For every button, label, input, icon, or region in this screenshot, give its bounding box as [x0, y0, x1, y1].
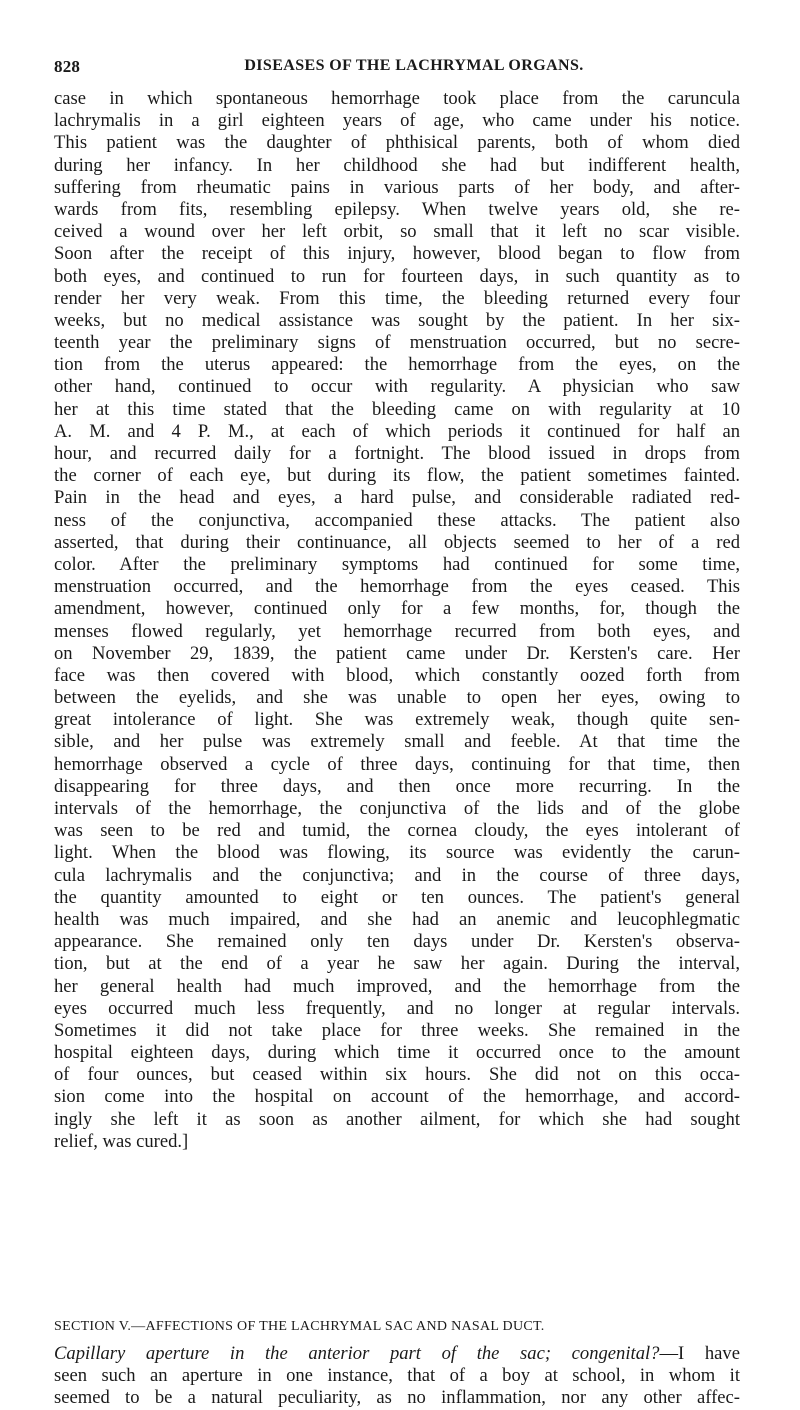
text-line: menses flowed regularly, yet hemorrhage recurred from both eyes, and [54, 620, 740, 642]
text-line: during her infancy. In her childhood she had but indifferent health, [54, 154, 740, 176]
text-line: Soon after the receipt of this injury, however, blood began to flow from [54, 243, 740, 265]
text-line: teenth year the preliminary signs of menstruation occurred, but no secre- [54, 332, 740, 354]
text-line: her at this time stated that the bleeding came on with regularity at 10 [54, 398, 740, 420]
text-line: menstruation occurred, and the hemorrhage from the eyes ceased. This [54, 576, 740, 598]
text-line: intervals of the hemorrhage, the conjunctiva of the lids and of the globe [54, 798, 740, 819]
section-paragraph [54, 1343, 740, 1410]
text-line: both eyes, and continued to run for fourteen days, in such quantity as to [54, 265, 740, 287]
text-line: color. After the preliminary symptoms had continued for some time, [54, 553, 740, 575]
text-line: of four ounces, but ceased within six hours. She did not on this occa- [54, 1064, 740, 1086]
section-line: seen such an aperture in one instance, that of a boy at school, in whom it [54, 1365, 740, 1387]
text-line: appearance. She remained only ten days under Dr. Kersten's observa- [54, 931, 740, 953]
text-line: cula lachrymalis and the conjunctiva; and in the course of three days, [54, 864, 740, 886]
text-line: eyes occurred much less frequently, and no longer at regular intervals. [54, 997, 740, 1019]
page-number: 828 [54, 57, 81, 76]
text-line: ceived a wound over her left orbit, so small that it left no scar visible. [54, 221, 740, 243]
body-paragraph [54, 88, 740, 1153]
section-first-line-rest: —I have [659, 1343, 740, 1364]
text-line: tion, but at the end of a year he saw her again. During the interval, [54, 953, 740, 975]
section-line: seemed to be a natural peculiarity, as no inflammation, nor any other affec- [54, 1387, 740, 1409]
text-line: face was then covered with blood, which constantly oozed forth from [54, 664, 740, 686]
text-line: the corner of each eye, but during its flow, the patient sometimes fainted. [54, 465, 740, 487]
text-line: between the eyelids, and she was unable to open her eyes, owing to [54, 687, 740, 709]
text-line: light. When the blood was flowing, its source was evidently the carun- [54, 842, 740, 864]
text-line: disappearing for three days, and then once more recurring. In the [54, 775, 740, 797]
section-heading: SECTION V.—AFFECTIONS OF THE LACHRYMAL SAC AND NASAL DUCT. [54, 1319, 545, 1334]
text-line: This patient was the daughter of phthisical parents, both of whom died [54, 132, 740, 154]
text-line: other hand, continued to occur with regularity. A physician who saw [54, 376, 740, 398]
text-line: relief, was cured.] [54, 1130, 189, 1152]
text-line: her general health had much improved, and the hemorrhage from the [54, 975, 740, 997]
text-line: A. M. and 4 P. M., at each of which periods it continued for half an [54, 420, 740, 442]
text-line: Sometimes it did not take place for three weeks. She remained in the [54, 1019, 740, 1041]
running-title: DISEASES OF THE LACHRYMAL ORGANS. [244, 57, 584, 74]
text-line: render her very weak. From this time, the bleeding returned every four [54, 287, 740, 309]
text-line: hour, and recurred daily for a fortnight. The blood issued in drops from [54, 443, 740, 464]
section-first-line [54, 1343, 740, 1365]
text-line: weeks, but no medical assistance was sought by the patient. In her six- [54, 309, 740, 331]
text-line: ingly she left it as soon as another ailment, for which she had sought [54, 1108, 740, 1130]
text-line: great intolerance of light. She was extremely weak, though quite sen- [54, 709, 740, 731]
text-line: wards from fits, resembling epilepsy. When twelve years old, she re- [54, 198, 740, 220]
text-line: suffering from rheumatic pains in various parts of her body, and after- [54, 176, 740, 198]
text-line: Pain in the head and eyes, a hard pulse, and considerable radiated red- [54, 487, 740, 509]
text-line: sible, and her pulse was extremely small and feeble. At that time the [54, 731, 740, 753]
text-line: lachrymalis in a girl eighteen years of age, who came under his notice. [54, 110, 740, 132]
section-italic-lead: Capillary aperture in the anterior part of the sac; congenital? [54, 1343, 660, 1364]
text-line: ness of the conjunctiva, accompanied these attacks. The patient also [54, 509, 740, 531]
text-line: tion from the uterus appeared: the hemorrhage from the eyes, on the [54, 354, 740, 376]
text-line: case in which spontaneous hemorrhage took place from the caruncula [54, 88, 740, 109]
text-line: health was much impaired, and she had an anemic and leucophlegmatic [54, 908, 740, 930]
text-line: hemorrhage observed a cycle of three days, continuing for that time, then [54, 753, 740, 775]
text-line: amendment, however, continued only for a few months, for, though the [54, 598, 740, 620]
text-line: on November 29, 1839, the patient came under Dr. Kersten's care. Her [54, 642, 740, 664]
text-line: was seen to be red and tumid, the cornea cloudy, the eyes intolerant of [54, 820, 740, 842]
text-line: sion come into the hospital on account of the hemorrhage, and accord- [54, 1086, 740, 1108]
text-line: the quantity amounted to eight or ten ounces. The patient's general [54, 886, 740, 908]
text-line: hospital eighteen days, during which time it occurred once to the amount [54, 1042, 740, 1064]
text-line: asserted, that during their continuance, all objects seemed to her of a red [54, 531, 740, 553]
running-head [54, 57, 734, 81]
